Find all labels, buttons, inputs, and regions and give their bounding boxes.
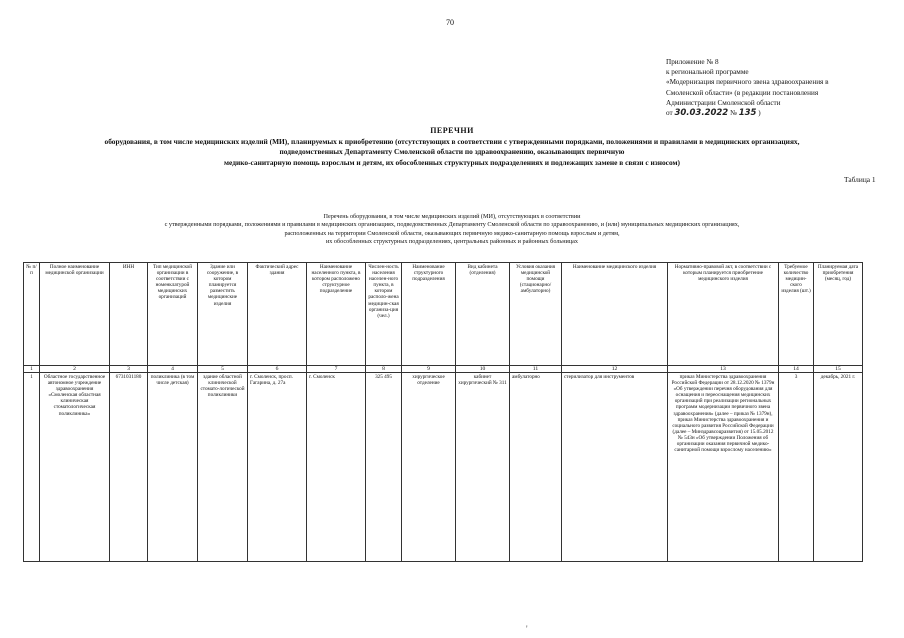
handwritten-year: 2022 — [704, 108, 729, 119]
row-cell: декабрь, 2021 г. — [814, 373, 863, 562]
row-cell: г. Смоленск, просп. Гагарина, д. 27а — [248, 373, 307, 562]
row-cell: 325 495 — [366, 373, 402, 562]
row-cell: г. Смоленск — [307, 373, 366, 562]
header-cell: Планируемая дата приобретения (месяц, год) — [814, 263, 863, 366]
header-cell: Требуемое количество медицин-ского изделия (шт.) — [779, 263, 814, 366]
column-number: 12 — [562, 366, 668, 373]
row-cell: 6731031180 — [110, 373, 148, 562]
column-number: 13 — [668, 366, 779, 373]
column-number: 1 — [24, 366, 40, 373]
appendix-line-1: Приложение № 8 — [666, 58, 719, 66]
column-number: 4 — [148, 366, 198, 373]
page-number: 70 — [446, 18, 454, 27]
header-cell: № п/п — [24, 263, 40, 366]
column-number: 7 — [307, 366, 366, 373]
scan-mark: ' — [526, 624, 528, 634]
row-cell: Областное государственное автономное учреждение здравоохранения «Смоленская областная клиническая стоматологическая поликлиника» — [40, 373, 110, 562]
handwritten-number: 135 — [738, 108, 757, 119]
appendix-block — [666, 57, 896, 118]
header-cell: Наименование структурного подразделения — [402, 263, 456, 366]
header-cell: Здание или сооружение, в котором планируется разместить медицинские изделия — [198, 263, 248, 366]
appendix-line-3: «Модернизация первичного звена здравоохранения в — [666, 78, 829, 87]
row-cell: приказ Министерства здравоохранения Российской Федерации от 28.12.2020 № 1379н «Об утверждении перечня оборудования для оснащения и переоснащения медицинских организаций при реализации региональных программ модернизации первичного звена здравоохранения» (далее – приказ № 1379н), приказ Министерства здравоохранения и социального развития Российской Федерации (далее – Минздравсоцразвития) от 15.05.2012 № 543н «Об утверждении Положения об организации оказания первичной медико-санитарной помощи взрослому населению» — [668, 373, 779, 562]
appendix-date-line — [666, 108, 896, 118]
header-cell: ИНН — [110, 263, 148, 366]
caption-line-2: с утвержденными порядками, положениями и правилами в медицинских организациях, подведомственных Департаменту Смоленской области по здравоохранению, и (или) муниципальных медицинских организациях, — [164, 221, 740, 229]
row-cell: 1 — [24, 373, 40, 562]
header-cell: Наименование медицинского изделия — [562, 263, 668, 366]
appendix-line-4: Смоленской области» (в редакции постановления — [666, 88, 819, 97]
column-number: 2 — [40, 366, 110, 373]
handwritten-date: 30.03. — [674, 108, 705, 119]
column-number: 6 — [248, 366, 307, 373]
column-number: 3 — [110, 366, 148, 373]
column-number-row — [24, 366, 863, 373]
header-cell: Тип медицинской организации в соответствии с номенклатурой медицинских организаций — [148, 263, 198, 366]
subtitle-line-2: подведомственных Департаменту Смоленской области по здравоохранению, оказывающих первичную — [279, 147, 625, 157]
row-cell: хирургическое отделение — [402, 373, 456, 562]
header-cell: Условия оказания медицинской помощи (стационарно/амбулаторно) — [510, 263, 562, 366]
appendix-line-5: Администрации Смоленской области — [666, 98, 781, 107]
column-number: 10 — [456, 366, 510, 373]
document-title: ПЕРЕЧНИ — [430, 126, 474, 135]
subtitle-line-1: оборудования, в том числе медицинских изделий (МИ), планируемых к приобретению (отсутствующих в соответствии с утвержденными порядками, положениями и правилами в медицинских организациях, — [104, 137, 800, 146]
column-number: 8 — [366, 366, 402, 373]
column-number: 15 — [814, 366, 863, 373]
row-cell: стерилизатор для инструментов — [562, 373, 668, 562]
column-number: 9 — [402, 366, 456, 373]
number-sign: № — [730, 109, 737, 118]
column-number: 11 — [510, 366, 562, 373]
equipment-table — [23, 262, 863, 562]
table-header-row — [24, 263, 863, 366]
table-label: Таблица 1 — [844, 175, 876, 184]
caption-line-3: расположенных на территории Смоленской области, оказывающих первичную медико-санитарную помощь взрослым и детям, — [284, 229, 620, 237]
table-caption — [40, 213, 864, 246]
header-cell: Фактический адрес здания — [248, 263, 307, 366]
header-cell: Числен-ность населения населен-ного пункта, в котором располо-жена медицин-ская организа-ция (чел.) — [366, 263, 402, 366]
appendix-line-2: к региональной программе — [666, 68, 749, 77]
column-number: 5 — [198, 366, 248, 373]
row-cell: здание областной клинической стомато-логической поликлиники — [198, 373, 248, 562]
caption-line-4: их обособленных структурных подразделениях, центральных районных и районных больницах — [325, 237, 579, 245]
header-cell: Нормативно-правовой акт, в соответствии с которым планируется приобретение медицинского изделия — [668, 263, 779, 366]
header-cell: Полное наименование медицинской организации — [40, 263, 110, 366]
table-row — [24, 373, 863, 562]
subtitle-line-3: медико-санитарную помощь взрослым и детям, их обособленных структурных подразделениях и подлежащих замене в связи с износом) — [224, 157, 680, 167]
row-cell: амбулаторно — [510, 373, 562, 562]
caption-line-1: Перечень оборудования, в том числе медицинских изделий (МИ), отсутствующих в соответствии — [323, 213, 581, 220]
row-cell: кабинет хирургический № 311 — [456, 373, 510, 562]
document-subtitle — [20, 137, 884, 168]
row-cell: поликлиника (в том числе детская) — [148, 373, 198, 562]
header-cell: Наименование населенного пункта, в котором расположено структурное подразделение — [307, 263, 366, 366]
closing-bracket: ) — [758, 109, 761, 118]
row-cell: 3 — [779, 373, 814, 562]
date-prefix: от — [666, 109, 673, 118]
header-cell: Вид кабинета (отделения) — [456, 263, 510, 366]
column-number: 14 — [779, 366, 814, 373]
